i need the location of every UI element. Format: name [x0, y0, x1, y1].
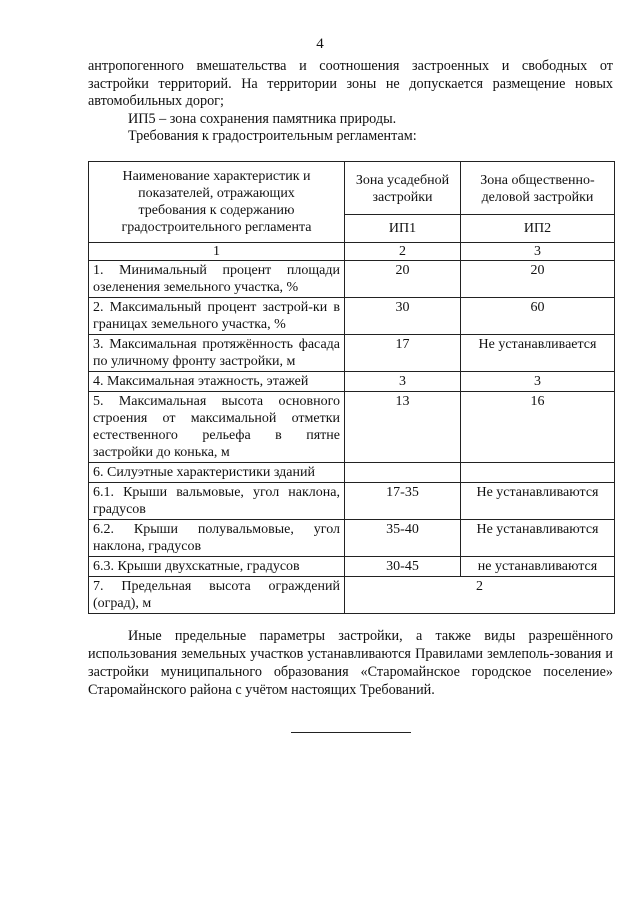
row-name: 5. Максимальная высота основного строения от максимальной отметки естественного рельефа в пятне застройки до конька, м [89, 392, 345, 463]
row-value-zone1: 35-40 [345, 520, 461, 557]
header-zone1-code: ИП1 [345, 214, 461, 242]
intro-paragraph-2: ИП5 – зона сохранения памятника природы. [128, 110, 397, 127]
table-row [89, 557, 615, 577]
row-value-zone2: 20 [461, 261, 615, 298]
table-row [89, 335, 615, 372]
header-zone1-title: Зона усадебной застройки [345, 162, 461, 215]
row-value-zone2: 60 [461, 298, 615, 335]
row-value-zone2 [461, 463, 615, 483]
row-value-zone2: 3 [461, 372, 615, 392]
header-name-column: Наименование характеристик и показателей, отражающих требования к содержанию градостроительного регламента [89, 162, 345, 243]
closing-paragraph: Иные предельные параметры застройки, а также виды разрешённого использования земельных участков устанавливаются Правилами землеполь-зования и застройки муниципального образования «Старомайнское городское поселение» Старомайнского района с учётом настоящих Требований. [88, 628, 613, 698]
row-value-zone2: Не устанавливается [461, 335, 615, 372]
row-value-zone2: не устанавливаются [461, 557, 615, 577]
table-row [89, 298, 615, 335]
table-row [89, 520, 615, 557]
row-value-zone1: 17 [345, 335, 461, 372]
row-name: 3. Максимальная протяжённость фасада по уличному фронту застройки, м [89, 335, 345, 372]
row-name: 6.3. Крыши двухскатные, градусов [89, 557, 345, 577]
header-zone2-title: Зона общественно-деловой застройки [461, 162, 615, 215]
row-value-zone1: 13 [345, 392, 461, 463]
table-row [89, 392, 615, 463]
row-name: 6.1. Крыши вальмовые, угол наклона, градусов [89, 483, 345, 520]
row-value-zone1: 30 [345, 298, 461, 335]
header-zone2-code: ИП2 [461, 214, 615, 242]
row-value-zone2: Не устанавливаются [461, 520, 615, 557]
row-name: 6. Силуэтные характеристики зданий [89, 463, 345, 483]
row-value-zone1: 17-35 [345, 483, 461, 520]
row-name: 1. Минимальный процент площади озеленения земельного участка, % [89, 261, 345, 298]
column-number-1: 1 [89, 243, 345, 261]
row-value-zone1: 3 [345, 372, 461, 392]
row-value-zone2: 16 [461, 392, 615, 463]
table-row [89, 261, 615, 298]
intro-text [88, 58, 613, 146]
page-number: 4 [316, 36, 324, 52]
row-value-zone1: 20 [345, 261, 461, 298]
table-row [89, 372, 615, 392]
intro-paragraph-3: Требования к градостроительным регламентам: [128, 128, 417, 144]
row-value-zone1: 30-45 [345, 557, 461, 577]
row-value-zone2: Не устанавливаются [461, 483, 615, 520]
closing-text [88, 627, 613, 699]
row-name: 7. Предельная высота ограждений (оград), м [89, 577, 345, 614]
row-name: 2. Максимальный процент застрой-ки в границах земельного участка, % [89, 298, 345, 335]
table-row [89, 577, 615, 614]
row-name: 6.2. Крыши полувальмовые, угол наклона, градусов [89, 520, 345, 557]
column-number-3: 3 [461, 243, 615, 261]
table-row [89, 483, 615, 520]
regulations-table [88, 161, 615, 614]
end-separator-line [291, 732, 411, 733]
column-number-2: 2 [345, 243, 461, 261]
row-value-merged: 2 [345, 577, 615, 614]
table-row [89, 463, 615, 483]
intro-paragraph-1: антропогенного вмешательства и соотношения застроенных и свободных от застройки территорий. На территории зоны не допускается размещение новых автомобильных дорог; [88, 58, 613, 109]
row-name: 4. Максимальная этажность, этажей [89, 372, 345, 392]
row-value-zone1 [345, 463, 461, 483]
